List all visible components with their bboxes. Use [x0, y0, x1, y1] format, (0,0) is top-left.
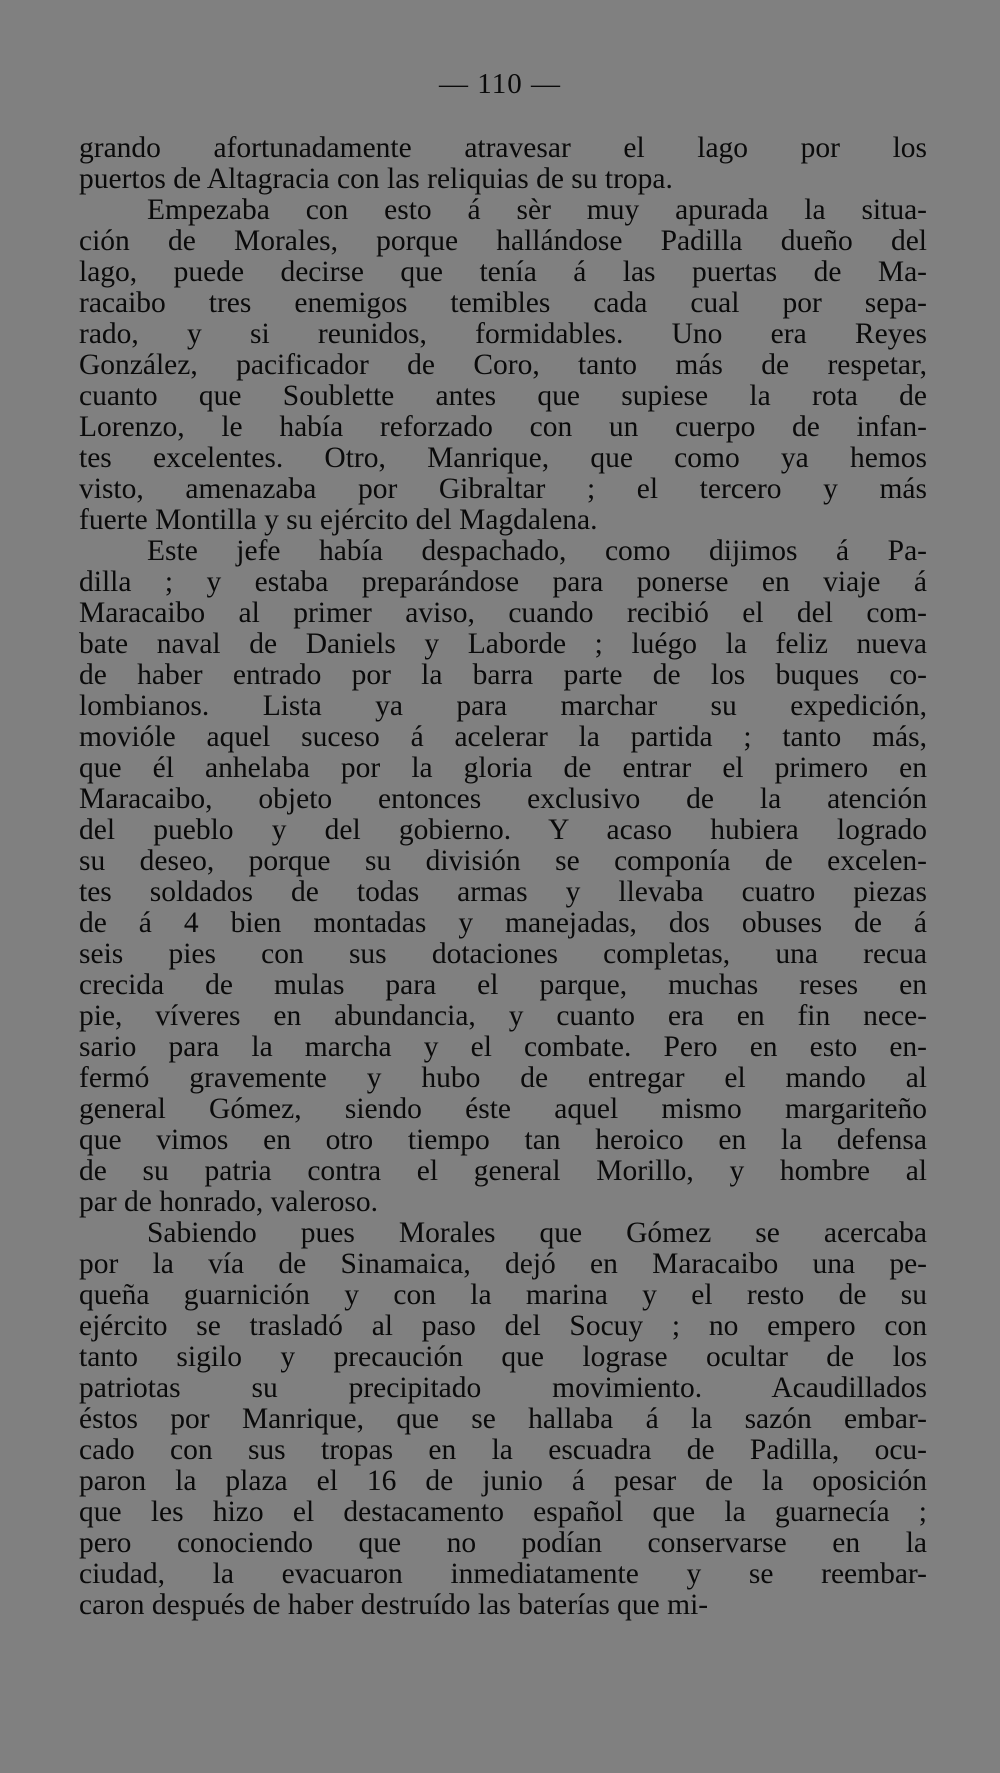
text-line: pie, víveres en abundancia, y cuanto era en fin nece-	[79, 1000, 927, 1032]
text-line: Lorenzo, le había reforzado con un cuerpo de infan-	[79, 411, 927, 443]
text-line: tes excelentes. Otro, Manrique, que como ya hemos	[79, 442, 927, 474]
text-line: paron la plaza el 16 de junio á pesar de la oposición	[79, 1465, 927, 1497]
text-line: que él anhelaba por la gloria de entrar el primero en	[79, 752, 927, 784]
text-line: puertos de Altagracia con las reliquias de su tropa.	[79, 163, 673, 195]
text-line: de su patria contra el general Morillo, y hombre al	[79, 1155, 927, 1187]
text-line: dilla ; y estaba preparándose para ponerse en viaje á	[79, 566, 927, 598]
text-line: cuanto que Soublette antes que supiese la rota de	[79, 380, 927, 412]
text-line: de á 4 bien montadas y manejadas, dos obuses de á	[79, 907, 927, 939]
text-line: ciudad, la evacuaron inmediatamente y se reembar-	[79, 1558, 927, 1590]
text-line: visto, amenazaba por Gibraltar ; el tercero y más	[79, 473, 927, 505]
text-line: caron después de haber destruído las baterías que mi-	[79, 1589, 709, 1621]
text-line: lombianos. Lista ya para marchar su expedición,	[79, 690, 927, 722]
text-line: fermó gravemente y hubo de entregar el mando al	[79, 1062, 927, 1094]
paragraph	[79, 133, 927, 195]
text-line: general Gómez, siendo éste aquel mismo margariteño	[79, 1093, 927, 1125]
text-line: fuerte Montilla y su ejército del Magdalena.	[79, 504, 598, 536]
text-line: cado con sus tropas en la escuadra de Padilla, ocu-	[79, 1434, 927, 1466]
text-line: crecida de mulas para el parque, muchas reses en	[79, 969, 927, 1001]
text-line: tes soldados de todas armas y llevaba cuatro piezas	[79, 876, 927, 908]
text-line: Empezaba con esto á sèr muy apurada la situa-	[147, 194, 927, 226]
paragraph	[79, 195, 927, 536]
paragraph	[79, 536, 927, 1218]
text-line: rado, y si reunidos, formidables. Uno era Reyes	[79, 318, 927, 350]
text-line: Maracaibo al primer aviso, cuando recibió el del com-	[79, 597, 927, 629]
text-line: seis pies con sus dotaciones completas, una recua	[79, 938, 927, 970]
text-line: racaibo tres enemigos temibles cada cual por sepa-	[79, 287, 927, 319]
text-line: tanto sigilo y precaución que lograse ocultar de los	[79, 1341, 927, 1373]
text-line: patriotas su precipitado movimiento. Acaudillados	[79, 1372, 927, 1404]
text-line: su deseo, porque su división se componía de excelen-	[79, 845, 927, 877]
paragraph	[79, 1218, 927, 1621]
text-line: que vimos en otro tiempo tan heroico en la defensa	[79, 1124, 927, 1156]
text-line: González, pacificador de Coro, tanto más de respetar,	[79, 349, 927, 381]
text-line: Sabiendo pues Morales que Gómez se acercaba	[147, 1217, 927, 1249]
text-line: Maracaibo, objeto entonces exclusivo de la atención	[79, 783, 927, 815]
text-line: sario para la marcha y el combate. Pero en esto en-	[79, 1031, 927, 1063]
text-line: par de honrado, valeroso.	[79, 1186, 378, 1218]
text-line: movióle aquel suceso á acelerar la partida ; tanto más,	[79, 721, 927, 753]
text-line: éstos por Manrique, que se hallaba á la sazón embar-	[79, 1403, 927, 1435]
page-number: — 110 —	[439, 68, 561, 100]
text-line: lago, puede decirse que tenía á las puertas de Ma-	[79, 256, 927, 288]
text-line: bate naval de Daniels y Laborde ; luégo la feliz nueva	[79, 628, 927, 660]
text-line: pero conociendo que no podían conservarse en la	[79, 1527, 927, 1559]
text-line: ejército se trasladó al paso del Socuy ; no empero con	[79, 1310, 927, 1342]
text-line: Este jefe había despachado, como dijimos á Pa-	[147, 535, 927, 567]
text-line: queña guarnición y con la marina y el resto de su	[79, 1279, 927, 1311]
text-line: ción de Morales, porque hallándose Padilla dueño del	[79, 225, 927, 257]
text-line: de haber entrado por la barra parte de los buques co-	[79, 659, 927, 691]
body-text	[79, 133, 927, 1621]
text-line: del pueblo y del gobierno. Y acaso hubiera logrado	[79, 814, 927, 846]
text-line: que les hizo el destacamento español que la guarnecía ;	[79, 1496, 927, 1528]
text-line: por la vía de Sinamaica, dejó en Maracaibo una pe-	[79, 1248, 927, 1280]
text-line: grando afortunadamente atravesar el lago por los	[79, 132, 927, 164]
